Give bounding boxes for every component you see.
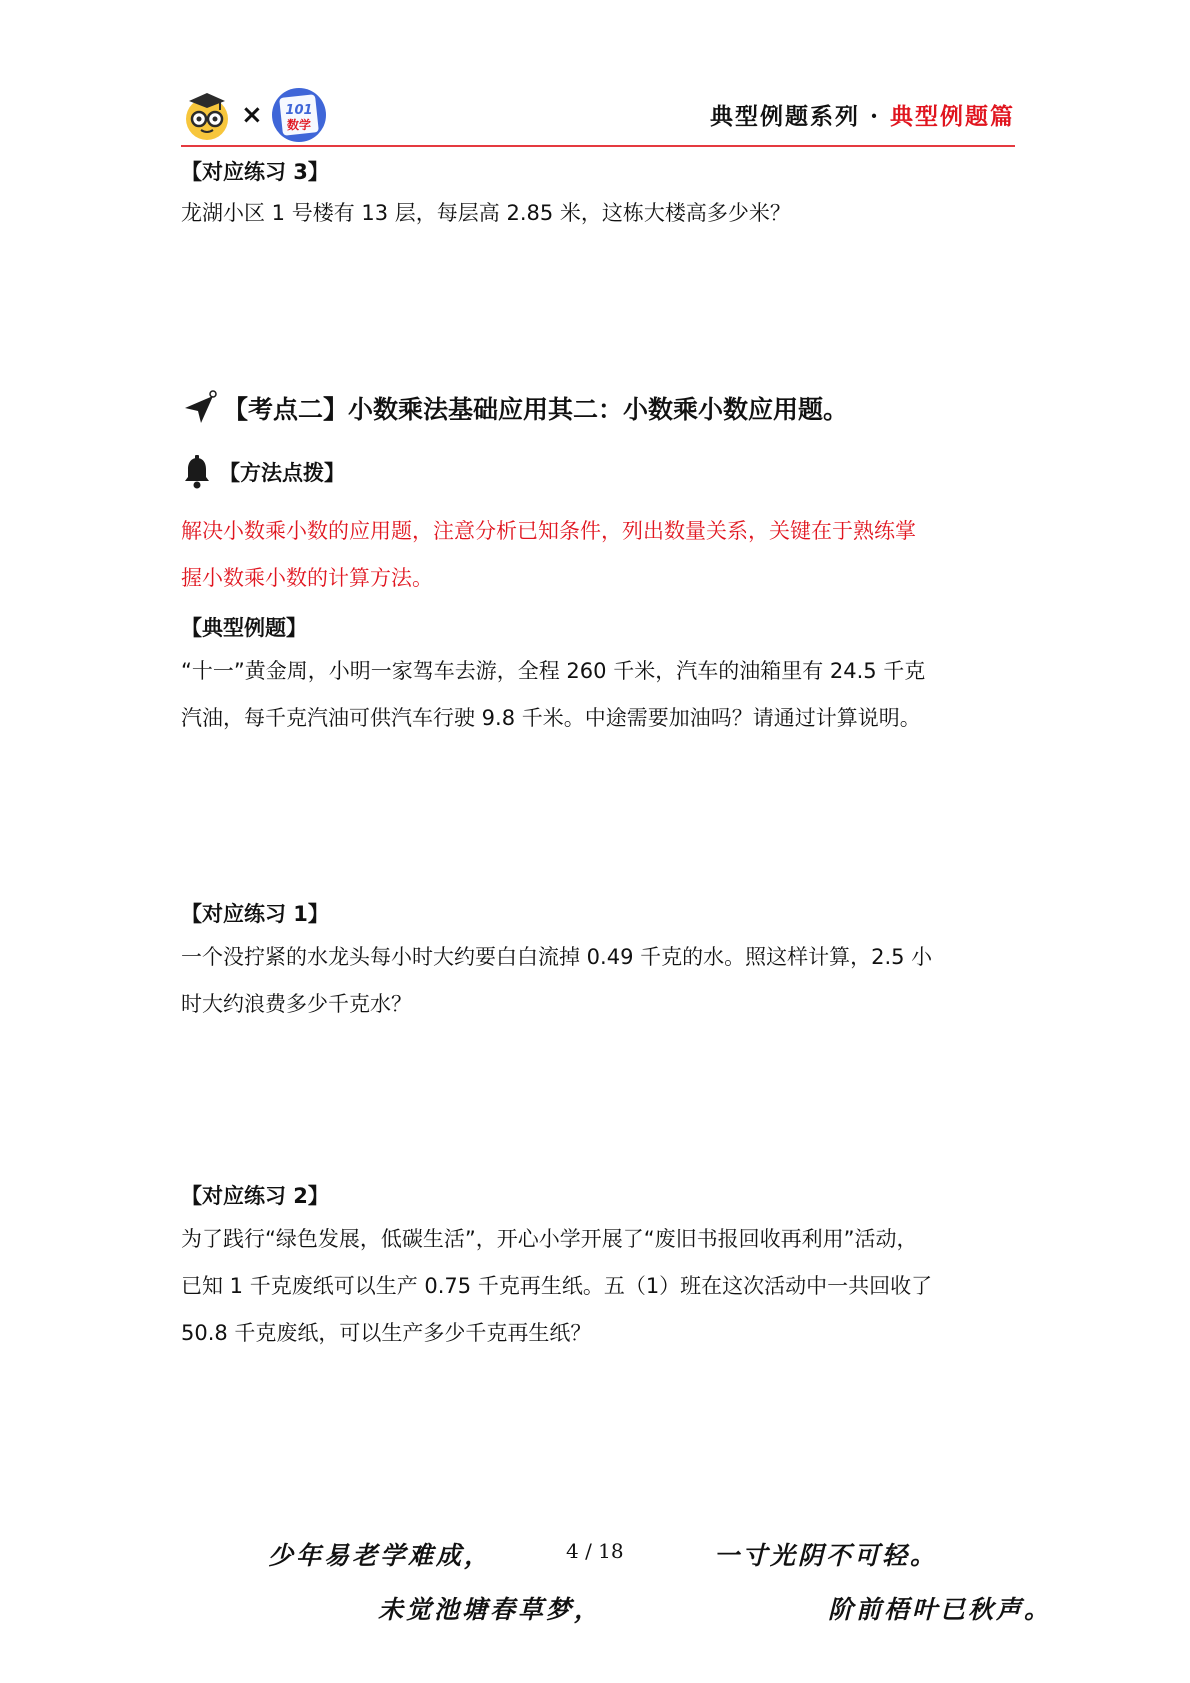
kaodian-title: 【考点二】小数乘法基础应用其二：小数乘小数应用题。 <box>223 395 849 424</box>
example-label: 【典型例题】 <box>181 616 307 640</box>
practice-2-line-1: 为了践行“绿色发展，低碳生活”，开心小学开展了“废旧书报回收再利用”活动， <box>181 1227 918 1251</box>
poem-line-1: 少年易老学难成， <box>268 1541 493 1570</box>
practice-1-label: 【对应练习 1】 <box>181 902 329 926</box>
mascot-logo-icon <box>181 89 233 141</box>
practice-2-label: 【对应练习 2】 <box>181 1184 329 1208</box>
logo-group <box>181 84 327 146</box>
times-symbol: × <box>241 100 263 130</box>
example-line-2: 汽油，每千克汽油可供汽车行驶 9.8 千米。中途需要加油吗？请通过计算说明。 <box>181 706 921 730</box>
method-line-1: 解决小数乘小数的应用题，注意分析已知条件，列出数量关系，关键在于熟练掌 <box>181 519 916 543</box>
practice-2-line-3: 50.8 千克废纸，可以生产多少千克再生纸？ <box>181 1321 592 1345</box>
app-logo-text-top: 101 <box>285 103 313 118</box>
poem-line-3: 未觉池塘春草梦， <box>378 1595 603 1624</box>
method-heading <box>183 455 345 489</box>
poem-line-2: 一寸光阴不可轻。 <box>714 1541 939 1570</box>
kaodian-heading <box>181 390 848 426</box>
practice-3-section <box>181 156 1015 237</box>
app-101-math-logo-icon <box>271 87 327 143</box>
series-dot: · <box>869 103 880 130</box>
practice-1-line-2: 时大约浪费多少千克水？ <box>181 992 412 1016</box>
example-section <box>181 612 1015 742</box>
bell-icon <box>183 455 211 489</box>
example-line-1: “十一”黄金周，小明一家驾车去游，全程 260 千米，汽车的油箱里有 24.5 千克 <box>181 659 926 683</box>
practice-1-line-1: 一个没拧紧的水龙头每小时大约要白白流掉 0.49 千克的水。照这样计算，2.5 小 <box>181 945 933 969</box>
practice-3-label: 【对应练习 3】 <box>181 160 329 184</box>
practice-3-text: 龙湖小区 1 号楼有 13 层，每层高 2.85 米，这栋大楼高多少米？ <box>181 201 791 225</box>
method-line-2: 握小数乘小数的计算方法。 <box>181 566 433 590</box>
practice-2-line-2: 已知 1 千克废纸可以生产 0.75 千克再生纸。五（1）班在这次活动中一共回收了 <box>181 1274 933 1298</box>
series-right: 典型例题篇 <box>890 103 1015 130</box>
practice-2-section <box>181 1180 1015 1357</box>
poem-line-4: 阶前梧叶已秋声。 <box>828 1595 1053 1624</box>
method-body <box>181 508 1015 602</box>
method-label: 【方法点拨】 <box>219 461 345 485</box>
practice-1-section <box>181 898 1015 1028</box>
app-logo-text-bottom: 数学 <box>286 118 311 132</box>
page-number: 4 / 18 <box>566 1539 624 1563</box>
header-divider <box>181 145 1015 147</box>
page-header <box>181 84 1015 146</box>
series-left: 典型例题系列 <box>709 103 860 130</box>
navigation-arrow-icon <box>181 390 217 426</box>
series-title <box>710 98 1015 131</box>
